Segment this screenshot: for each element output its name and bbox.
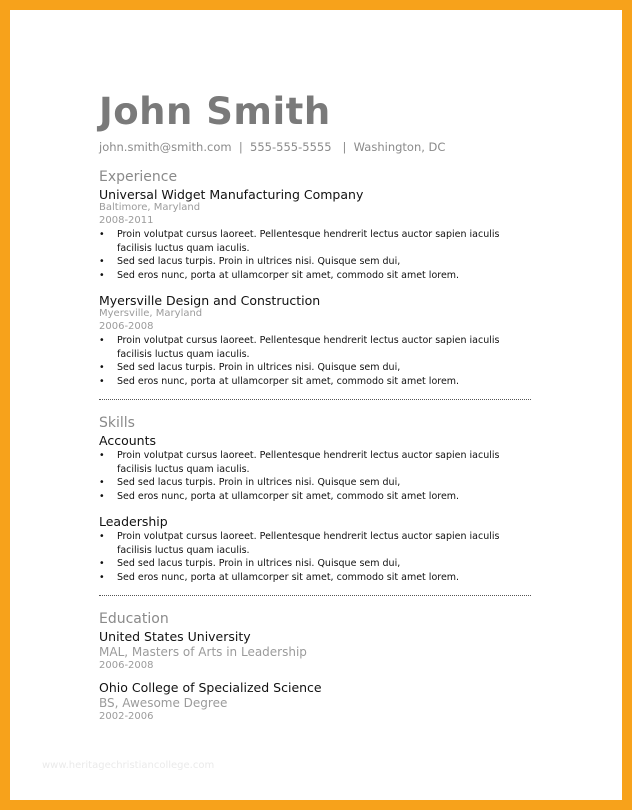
bullet-text: Sed sed lacus turpis. Proin in ultrices nisi. Quisque sem dui, xyxy=(117,256,401,267)
bullet-item xyxy=(99,476,535,490)
bullet-text: Proin volutpat cursus laoreet. Pellentesque hendrerit lectus auctor sapien iaculis facilisis luctus quam iaculis. xyxy=(117,229,500,254)
bullet-text: Sed sed lacus turpis. Proin in ultrices nisi. Quisque sem dui, xyxy=(117,558,401,569)
section-divider xyxy=(99,595,531,596)
school-name: United States University xyxy=(99,629,251,644)
bullet-text: Sed sed lacus turpis. Proin in ultrices nisi. Quisque sem dui, xyxy=(117,477,401,488)
bullet-icon: • xyxy=(99,362,105,373)
bullet-text: Sed eros nunc, porta at ullamcorper sit amet, commodo sit amet lorem. xyxy=(117,375,460,387)
degree-name: MAL, Masters of Arts in Leadership xyxy=(99,645,307,659)
watermark-text: www.heritagechristiancollege.com xyxy=(42,760,215,771)
bullet-item xyxy=(99,557,535,571)
bullet-item xyxy=(99,334,535,361)
bullet-text: Sed sed lacus turpis. Proin in ultrices nisi. Quisque sem dui, xyxy=(117,362,401,373)
bullet-icon: • xyxy=(99,531,105,542)
job-dates: 2008-2011 xyxy=(99,214,154,226)
bullet-icon: • xyxy=(99,558,105,569)
bullet-item xyxy=(99,530,535,557)
section-title-skills: Skills xyxy=(99,415,135,431)
bullet-item xyxy=(99,571,535,585)
contact-line: john.smith@smith.com | 555-555-5555 | Washington, DC xyxy=(99,140,446,154)
bullet-icon: • xyxy=(99,269,105,281)
education-entry xyxy=(99,680,535,724)
job-entry xyxy=(99,293,535,388)
job-location: Myersville, Maryland xyxy=(99,308,203,319)
job-location: Baltimore, Maryland xyxy=(99,202,201,213)
job-bullet-list xyxy=(99,228,535,282)
bullet-text: Proin volutpat cursus laoreet. Pellentesque hendrerit lectus auctor sapien iaculis facilisis luctus quam iaculis. xyxy=(117,335,500,360)
resume-page xyxy=(99,92,535,723)
bullet-icon: • xyxy=(99,450,105,461)
bullet-item xyxy=(99,255,535,269)
bullet-text: Proin volutpat cursus laoreet. Pellentesque hendrerit lectus auctor sapien iaculis facilisis luctus quam iaculis. xyxy=(117,531,500,556)
job-bullet-list xyxy=(99,334,535,388)
skill-group xyxy=(99,433,535,503)
bullet-item xyxy=(99,375,535,389)
bullet-text: Sed eros nunc, porta at ullamcorper sit amet, commodo sit amet lorem. xyxy=(117,269,460,281)
job-company: Universal Widget Manufacturing Company xyxy=(99,187,364,202)
job-company: Myersville Design and Construction xyxy=(99,293,321,308)
degree-name: BS, Awesome Degree xyxy=(99,695,228,710)
education-entry xyxy=(99,629,535,673)
bullet-text: Sed eros nunc, porta at ullamcorper sit amet, commodo sit amet lorem. xyxy=(117,571,460,583)
section-title-experience: Experience xyxy=(99,169,178,185)
resume-name: John Smith xyxy=(99,90,331,133)
bullet-icon: • xyxy=(99,490,105,502)
section-divider xyxy=(99,399,531,400)
bullet-icon: • xyxy=(99,477,105,488)
skill-bullet-list xyxy=(99,449,535,503)
bullet-icon: • xyxy=(99,335,105,346)
bullet-icon: • xyxy=(99,229,105,240)
bullet-text: Proin volutpat cursus laoreet. Pellentesque hendrerit lectus auctor sapien iaculis facilisis luctus quam iaculis. xyxy=(117,450,500,475)
bullet-icon: • xyxy=(99,256,105,267)
skill-group xyxy=(99,514,535,584)
job-entry xyxy=(99,187,535,282)
bullet-item xyxy=(99,490,535,504)
skill-bullet-list xyxy=(99,530,535,584)
job-dates: 2006-2008 xyxy=(99,320,154,332)
bullet-item xyxy=(99,361,535,375)
bullet-item xyxy=(99,269,535,283)
education-dates: 2002-2006 xyxy=(99,710,154,722)
bullet-item xyxy=(99,449,535,476)
skill-group-name: Leadership xyxy=(99,514,168,529)
education-dates: 2006-2008 xyxy=(99,660,154,671)
bullet-icon: • xyxy=(99,375,105,387)
bullet-text: Sed eros nunc, porta at ullamcorper sit amet, commodo sit amet lorem. xyxy=(117,490,460,502)
resume-frame xyxy=(10,10,622,800)
school-name: Ohio College of Specialized Science xyxy=(99,679,322,695)
bullet-icon: • xyxy=(99,571,105,583)
section-title-education: Education xyxy=(99,611,169,627)
bullet-item xyxy=(99,228,535,255)
skill-group-name: Accounts xyxy=(99,433,156,448)
